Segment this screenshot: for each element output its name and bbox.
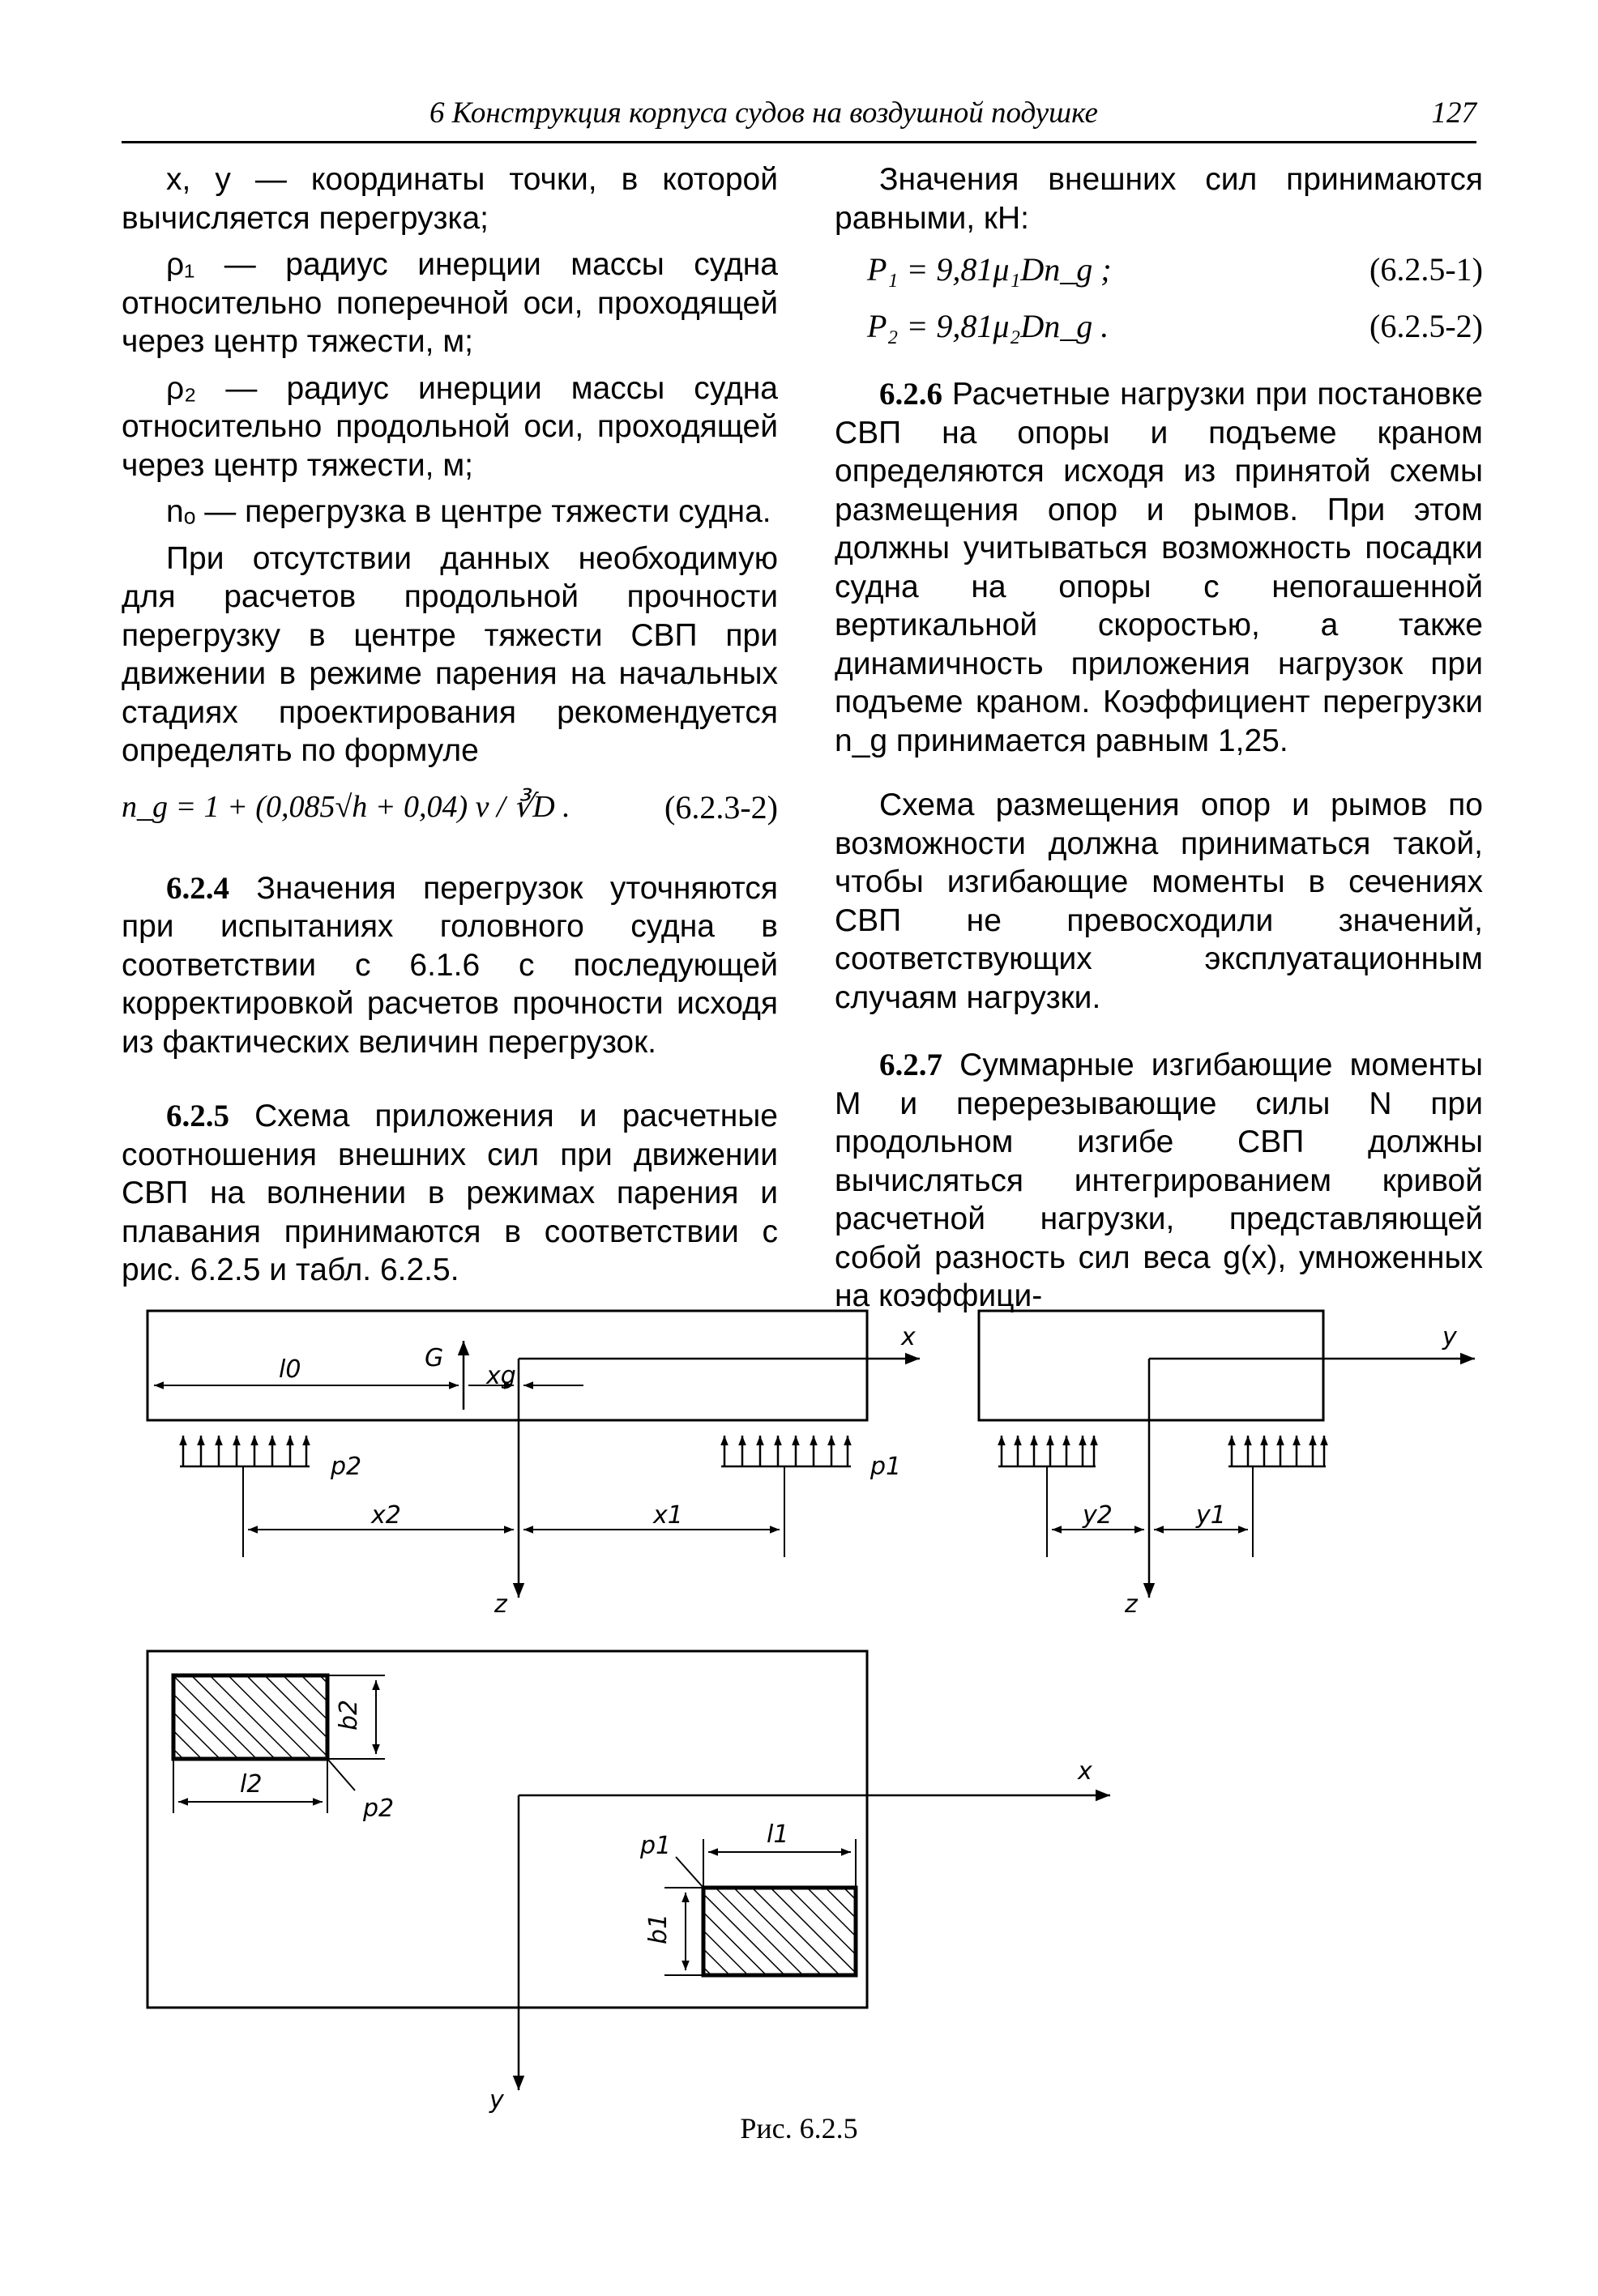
formula-6-2-3-2-expression: n_g = 1 + (0,085√h + 0,04) v / ∛D .	[122, 789, 570, 824]
p2-leader-line	[327, 1759, 355, 1790]
section-6-2-5-text: Схема приложения и расчетные соотношения внешних сил при движении СВП на волнении в режимах парения и плавания принимаются в соответствии с рис. 6.2.5 и табл. 6.2.5.	[122, 1099, 778, 1287]
label-x2: x2	[371, 1501, 401, 1530]
forces-intro: Значения внешних сил принимаются равными, кН:	[835, 162, 1483, 236]
label-p2-plan: p2	[363, 1795, 395, 1823]
formula-6-2-5-1-expression: P₁ = 9,81μ₁Dn_g ;	[867, 251, 1112, 288]
label-z-front: z	[1125, 1590, 1138, 1619]
side-view-diagram	[147, 1311, 920, 1619]
label-x-plan: x	[1078, 1757, 1092, 1786]
pressure-p2-front-arrows	[998, 1436, 1096, 1466]
paragraph-scheme: Схема размещения опор и рымов по возможности должна приниматься такой, чтобы изгибающие моменты в сечениях СВП не превосходили значений, соответствующих эксплуатационным случаям нагрузки.	[835, 787, 1483, 1015]
pressure-p1-arrows	[721, 1436, 851, 1466]
section-6-2-5-number: 6.2.5	[166, 1099, 229, 1133]
label-x1: x1	[653, 1501, 683, 1530]
label-p2-side: p2	[331, 1453, 362, 1481]
label-p1-plan: p1	[640, 1832, 672, 1860]
hull-front-outline	[979, 1311, 1323, 1420]
section-6-2-7-text: Суммарные изгибающие моменты M и перерезывающие силы N при продольном изгибе СВП должны вычисляться интегрированием кривой расчетной нагрузки, представляющей собой разность сил веса g(x), умноженных на коэффици-	[835, 1048, 1483, 1313]
formula-6-2-5-2-number: (6.2.5-2)	[1369, 308, 1483, 344]
definition-rho2: ρ₂ — радиус инерции массы судна относительно продольной оси, проходящей через центр тяжести, м;	[122, 370, 778, 483]
section-6-2-6-number: 6.2.6	[879, 377, 942, 412]
label-xg: xg	[486, 1362, 516, 1390]
label-b1: b1	[644, 1913, 673, 1944]
figure-caption: Рис. 6.2.5	[740, 2112, 858, 2144]
label-y2: y2	[1083, 1501, 1113, 1530]
section-6-2-6-text: Расчетные нагрузки при постановке СВП на опоры и подъеме краном определяются исходя из принятой схемы размещения опор и рымов. При этом должны учитываться возможность посадки судна на опоры с непогашенной вертикальной скоростью, а также динамичность приложения нагрузок при подъеме краном. Коэффициент перегрузки n_g принимается равным 1,25.	[835, 377, 1483, 758]
label-z-side: z	[494, 1590, 507, 1619]
paragraph-absence-data: При отсутствии данных необходимую для расчетов продольной прочности перегрузку в центре тяжести СВП при движении в режиме парения на начальных стадиях проектирования рекомендуется определять по формуле	[122, 540, 778, 768]
section-6-2-4-number: 6.2.4	[166, 870, 229, 906]
cushion-area-p2	[173, 1675, 327, 1759]
section-6-2-4-text: Значения перегрузок уточняются при испытаниях головного судна в соответствии с 6.1.6 с последующей корректировкой расчетов прочности исходя из фактических величин перегрузок.	[122, 870, 779, 1060]
formula-6-2-5-1-number: (6.2.5-1)	[1369, 251, 1483, 288]
label-p1-side: p1	[870, 1453, 902, 1481]
label-G: G	[425, 1344, 444, 1372]
label-y1: y1	[1196, 1501, 1226, 1530]
running-title: 6 Конструкция корпуса судов на воздушной подушке	[429, 96, 1098, 130]
label-l2: l2	[240, 1770, 263, 1799]
page-number: 127	[1431, 96, 1476, 130]
plan-view-diagram	[147, 1651, 1110, 2115]
definition-rho1: ρ₁ — радиус инерции массы судна относительно поперечной оси, проходящей через центр тяжести, м;	[122, 247, 778, 359]
p1-leader-line	[676, 1857, 703, 1888]
label-y-front: y	[1442, 1323, 1457, 1351]
section-6-2-7-number: 6.2.7	[879, 1048, 942, 1082]
label-b2: b2	[335, 1699, 363, 1731]
label-x-side: x	[901, 1323, 916, 1351]
definition-ng: nₒ — перегрузка в центре тяжести судна.	[166, 494, 771, 529]
label-l0: l0	[279, 1355, 301, 1384]
front-view-diagram	[979, 1311, 1475, 1619]
label-y-plan: y	[489, 2086, 504, 2115]
pressure-p2-arrows	[180, 1436, 310, 1466]
formula-6-2-5-2-expression: P₂ = 9,81μ₂Dn_g .	[867, 308, 1109, 344]
pressure-p1-front-arrows	[1228, 1436, 1326, 1466]
cushion-area-p1	[703, 1888, 856, 1975]
definition-xy: x, y — координаты точки, в которой вычисляется перегрузка;	[122, 162, 778, 236]
formula-6-2-3-2-number: (6.2.3-2)	[664, 788, 778, 826]
label-l1: l1	[767, 1820, 789, 1849]
